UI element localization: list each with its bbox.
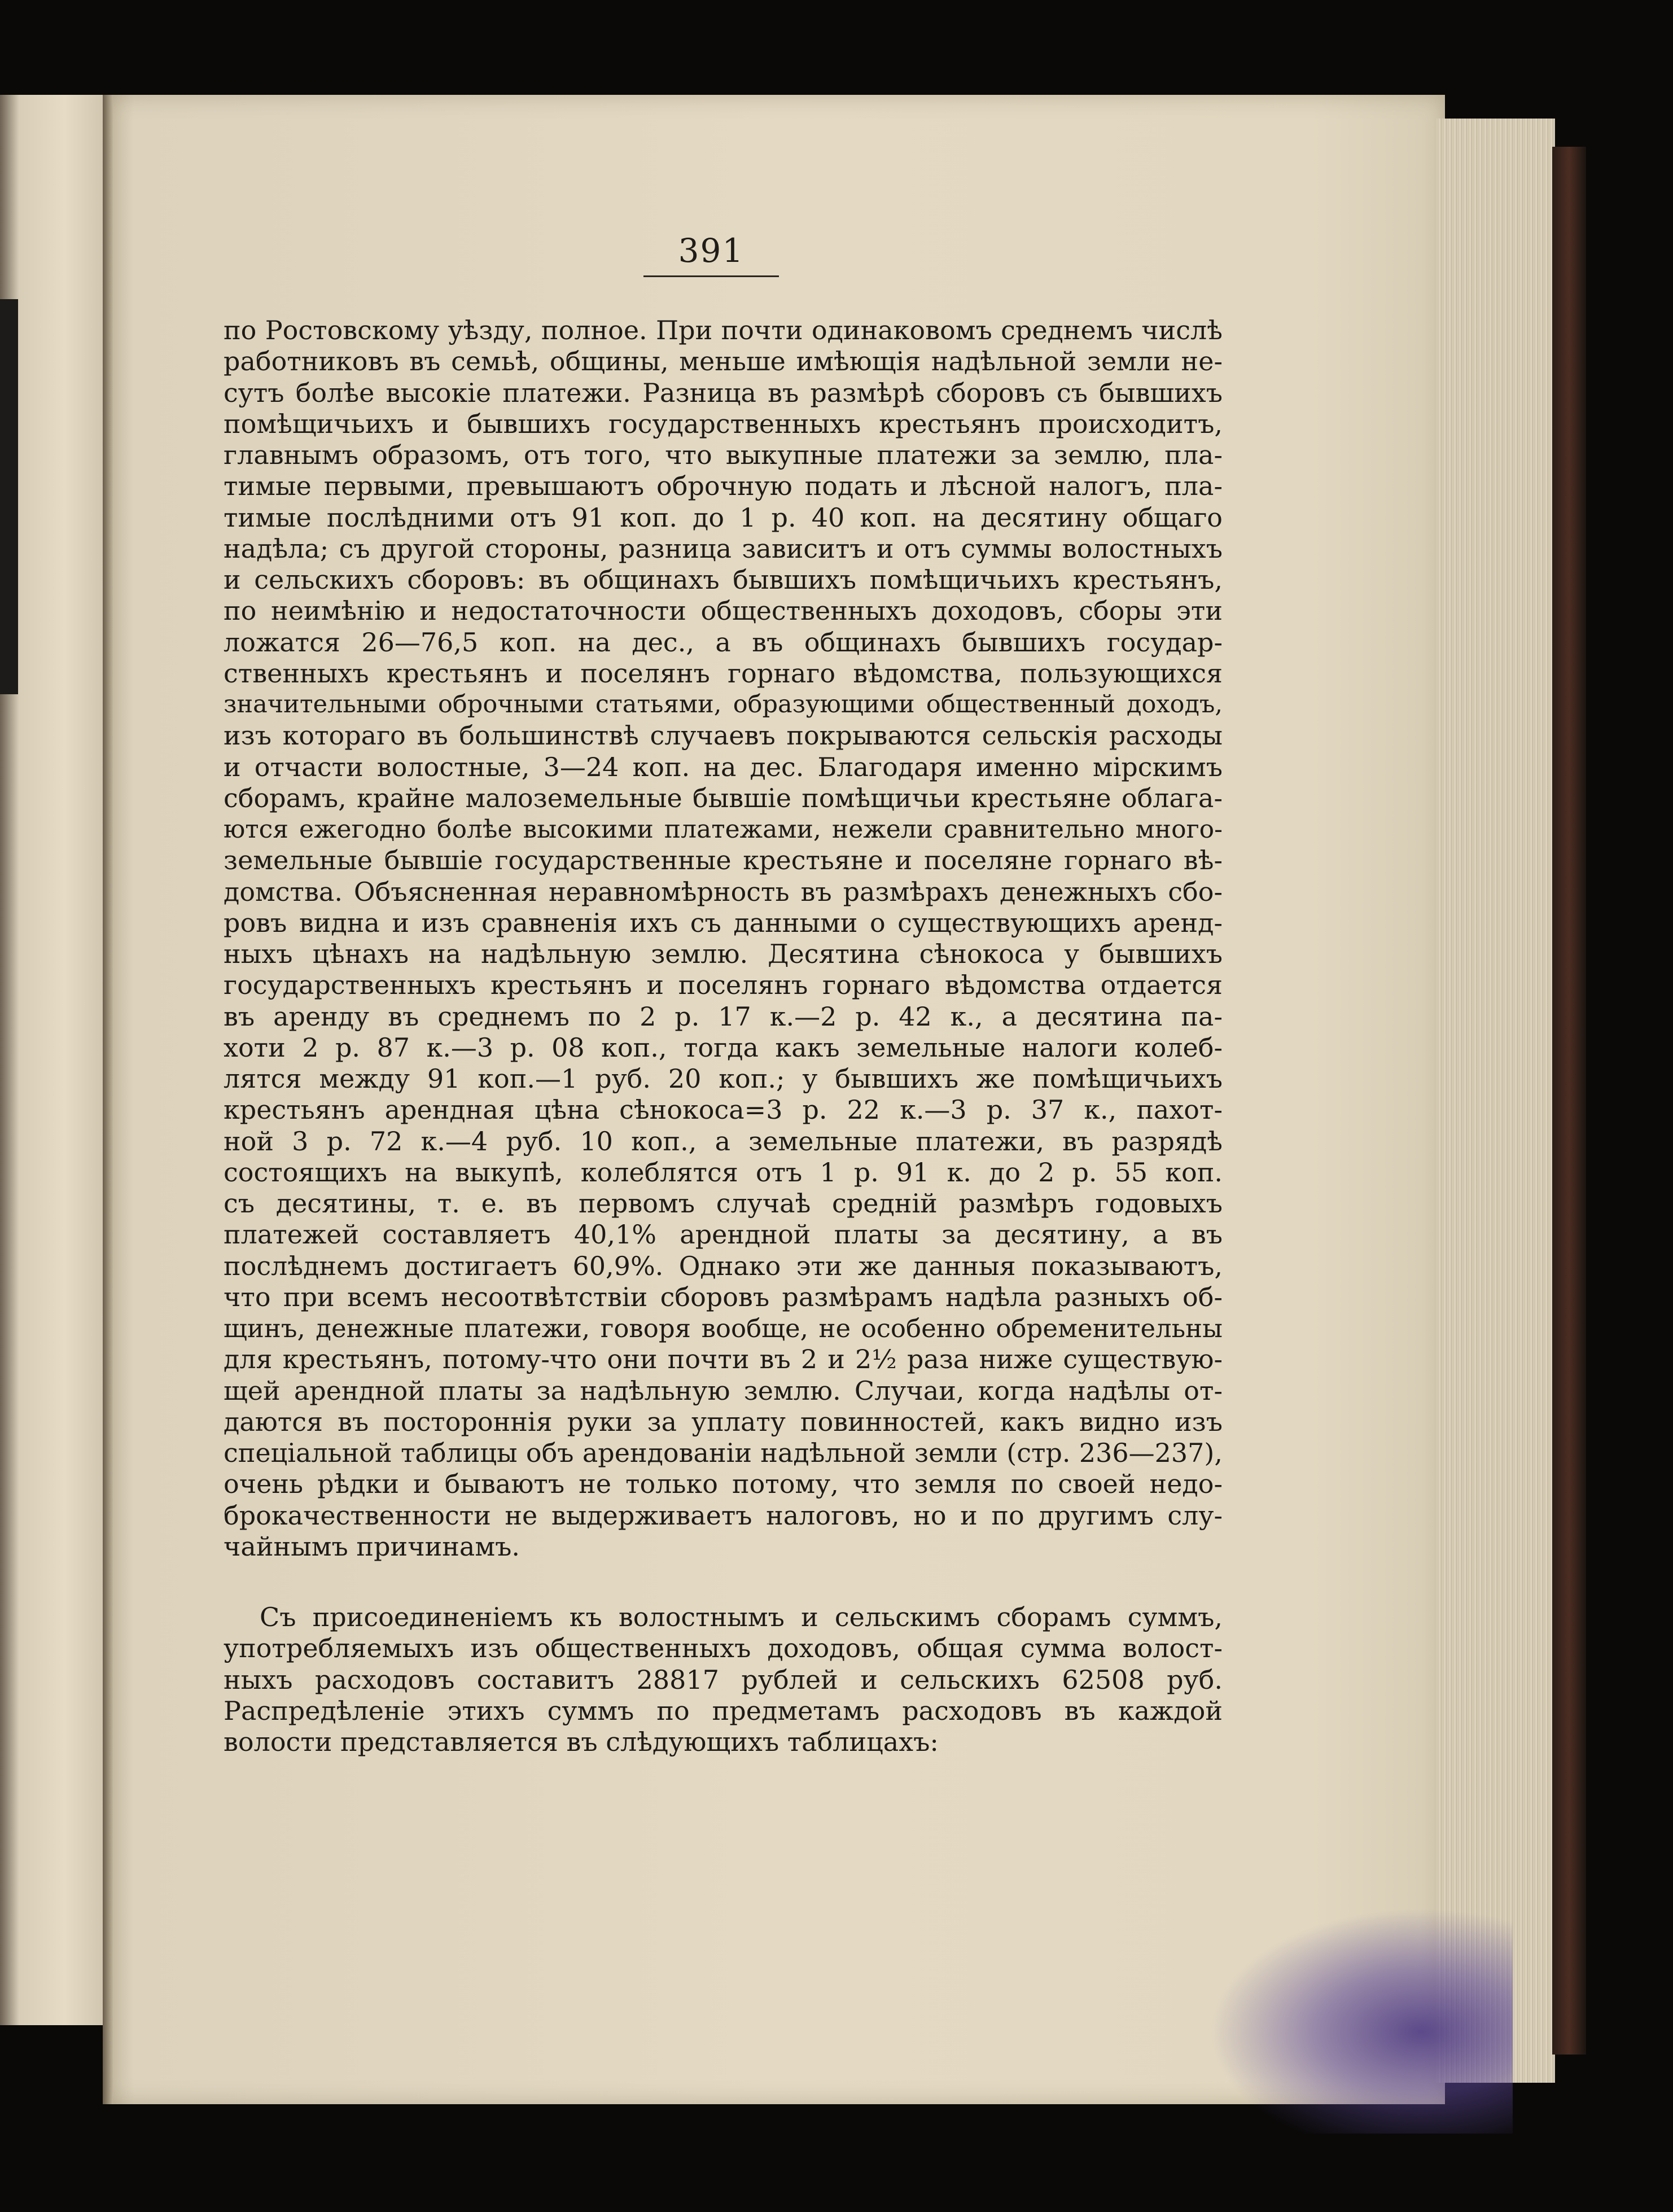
page-number: 391 — [678, 231, 744, 270]
text-line: очень рѣдки и бываютъ не только потому, что земля по своей недо- — [224, 1469, 1223, 1500]
text-line: употребляемыхъ изъ общественныхъ доходовъ, общая сумма волост- — [224, 1633, 1223, 1664]
text-line: изъ котораго въ большинствѣ случаевъ покрываются сельскія расходы — [224, 720, 1223, 751]
ink-stain — [1208, 1908, 1513, 2134]
text-line: для крестьянъ, потому-что они почти въ 2 и 2½ раза ниже существую- — [224, 1344, 1223, 1375]
paragraph-gap — [224, 1562, 1223, 1602]
text-line: надѣла; съ другой стороны, разница зависитъ и отъ суммы волостныхъ — [224, 533, 1223, 564]
text-line: брокачественности не выдерживаетъ налоговъ, но и по другимъ слу- — [224, 1500, 1223, 1531]
text-line: домства. Объясненная неравномѣрность въ размѣрахъ денежныхъ сбо- — [224, 876, 1223, 907]
text-line: по неимѣнію и недостаточности общественныхъ доходовъ, сборы эти — [224, 595, 1223, 627]
text-line: ственныхъ крестьянъ и поселянъ горнаго вѣдомства, пользующихся — [224, 658, 1223, 689]
text-line: ложатся 26—76,5 коп. на дес., а въ общинахъ бывшихъ государ- — [224, 627, 1223, 658]
text-line: значительными оброчными статьями, образующими общественный доходъ, — [224, 690, 1223, 719]
text-line: сутъ болѣе высокіе платежи. Разница въ размѣрѣ сборовъ съ бывшихъ — [224, 377, 1223, 408]
text-line: крестьянъ арендная цѣна сѣнокоса=3 р. 22 к.—3 р. 37 к., пахот- — [224, 1094, 1223, 1125]
text-line: и сельскихъ сборовъ: въ общинахъ бывшихъ помѣщичьихъ крестьянъ, — [224, 564, 1223, 595]
page-stack-edge — [1436, 119, 1555, 2083]
text-line: состоящихъ на выкупѣ, колеблятся отъ 1 р. 91 к. до 2 р. 55 коп. — [224, 1157, 1223, 1188]
text-line: волости представляется въ слѣдующихъ таблицахъ: — [224, 1727, 939, 1757]
text-line: чайнымъ причинамъ. — [224, 1531, 520, 1562]
body-text — [224, 315, 1223, 1758]
text-line: сборамъ, крайне малоземельные бывшіе помѣщичьи крестьяне облага- — [224, 782, 1223, 813]
text-line: ныхъ расходовъ составитъ 28817 рублей и сельскихъ 62508 руб. — [224, 1664, 1223, 1695]
text-line: спеціальной таблицы объ арендованіи надѣльной земли (стр. 236—237), — [224, 1438, 1223, 1468]
text-line: ются ежегодно болѣе высокими платежами, нежели сравнительно много- — [224, 815, 1223, 844]
text-line: Распредѣленіе этихъ суммъ по предметамъ расходовъ въ каждой — [224, 1695, 1223, 1726]
text-line: щинъ, денежные платежи, говоря вообще, не особенно обременительны — [224, 1313, 1223, 1343]
book-cover-edge — [1552, 147, 1586, 2055]
text-line: платежей составляетъ 40,1% арендной платы за десятину, а въ — [224, 1219, 1223, 1250]
text-line: щей арендной платы за надѣльную землю. Случаи, когда надѣлы от- — [224, 1375, 1223, 1406]
book-gutter — [103, 95, 113, 2104]
text-line: тимые первыми, превышаютъ оброчную подать и лѣсной налогъ, пла- — [224, 471, 1223, 502]
text-line: ровъ видна и изъ сравненія ихъ съ данными о существующихъ аренд- — [224, 907, 1223, 938]
text-line: съ десятины, т. е. въ первомъ случаѣ средній размѣръ годовыхъ — [224, 1188, 1223, 1219]
text-line: ной 3 р. 72 к.—4 руб. 10 коп., а земельные платежи, въ разрядѣ — [224, 1125, 1223, 1157]
text-line: государственныхъ крестьянъ и поселянъ горнаго вѣдомства отдается — [224, 970, 1223, 1001]
text-line: по Ростовскому уѣзду, полное. При почти одинаковомъ среднемъ числѣ — [224, 315, 1223, 345]
paragraph-1 — [224, 315, 1223, 1562]
page-number-rule — [643, 275, 779, 277]
text-line: лятся между 91 коп.—1 руб. 20 коп.; у бывшихъ же помѣщичьихъ — [224, 1063, 1223, 1094]
text-line: въ аренду въ среднемъ по 2 р. 17 к.—2 р. 42 к., а десятина па- — [224, 1001, 1223, 1032]
text-line: главнымъ образомъ, отъ того, что выкупные платежи за землю, пла- — [224, 440, 1223, 470]
left-page-shadow — [0, 299, 18, 694]
text-line: послѣднемъ достигаетъ 60,9%. Однако эти же данныя показываютъ, — [224, 1250, 1223, 1281]
paragraph-2 — [224, 1602, 1223, 1758]
text-line: и отчасти волостные, 3—24 коп. на дес. Благодаря именно мірскимъ — [224, 751, 1223, 782]
text-line: работниковъ въ семьѣ, общины, меньше имѣющія надѣльной земли не- — [224, 346, 1223, 377]
text-line: ныхъ цѣнахъ на надѣльную землю. Десятина сѣнокоса у бывшихъ — [224, 939, 1223, 969]
text-line: помѣщичьихъ и бывшихъ государственныхъ крестьянъ происходитъ, — [224, 408, 1223, 439]
text-line: земельные бывшіе государственные крестьяне и поселяне горнаго вѣ- — [224, 845, 1223, 876]
text-line: Съ присоединеніемъ къ волостнымъ и сельскимъ сборамъ суммъ, — [260, 1602, 1223, 1632]
text-line: что при всемъ несоотвѣтствіи сборовъ размѣрамъ надѣла разныхъ об- — [224, 1281, 1223, 1312]
text-line: хоти 2 р. 87 к.—3 р. 08 коп., тогда какъ земельные налоги колеб- — [224, 1032, 1223, 1063]
text-line: даются въ постороннія руки за уплату повинностей, какъ видно изъ — [224, 1406, 1223, 1437]
text-line: тимые послѣдними отъ 91 коп. до 1 р. 40 коп. на десятину общаго — [224, 502, 1223, 533]
page-header — [638, 231, 785, 277]
